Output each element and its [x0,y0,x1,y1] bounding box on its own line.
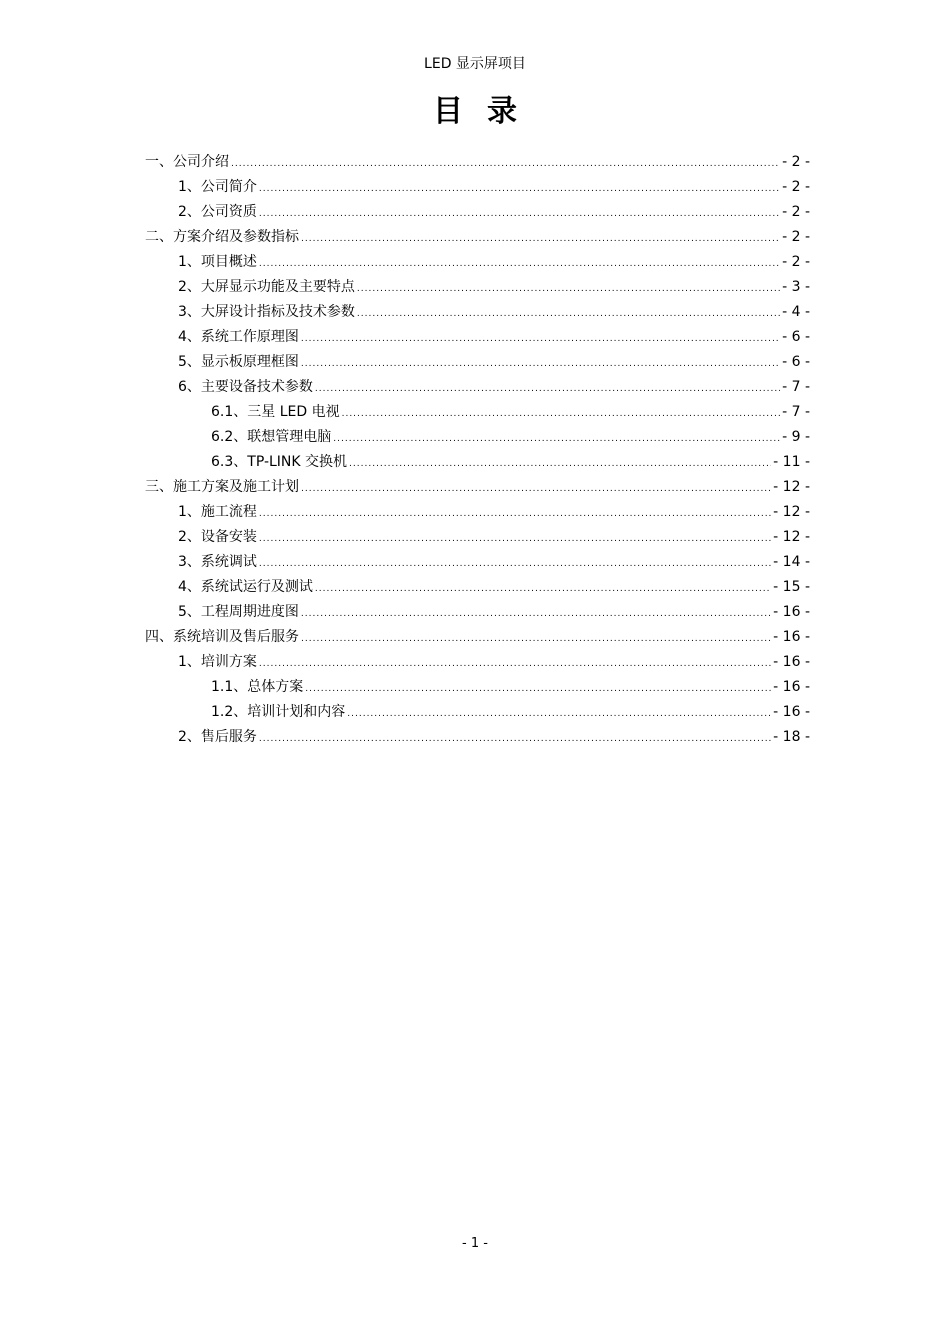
toc-entry-page: - 9 - [782,429,810,445]
toc-entry[interactable] [145,475,810,500]
toc-entry-page: - 11 - [773,454,810,470]
toc-dot-leader [301,227,780,252]
toc-entry-page: - 14 - [773,554,810,570]
toc-entry[interactable] [145,525,810,550]
toc-entry-title: 四、系统培训及售后服务 [145,629,299,645]
toc-dot-leader [259,252,780,277]
toc-dot-leader [301,352,780,377]
toc-dot-leader [231,152,780,177]
toc-dot-leader [342,402,780,427]
toc-entry[interactable] [145,650,810,675]
toc-entry-page: - 12 - [773,504,810,520]
toc-entry-page: - 15 - [773,579,810,595]
toc-entry[interactable] [145,600,810,625]
toc-entry[interactable] [145,375,810,400]
toc-entry-title: 三、施工方案及施工计划 [145,479,299,495]
toc-entry-title: 5、显示板原理框图 [178,354,299,370]
toc-entry[interactable] [145,325,810,350]
toc-entry-page: - 2 - [782,229,810,245]
toc-entry-title: 2、设备安装 [178,529,257,545]
toc-entry-title: 6.3、TP-LINK 交换机 [211,454,348,470]
toc-entry-page: - 2 - [782,179,810,195]
toc-entry[interactable] [145,175,810,200]
toc-entry-page: - 18 - [773,729,810,745]
toc-dot-leader [315,577,771,602]
page-number-footer: - 1 - [462,1236,488,1251]
toc-dot-leader [349,452,771,477]
toc-entry-page: - 16 - [773,679,810,695]
toc-entry-title: 6、主要设备技术参数 [178,379,313,395]
toc-entry-title: 4、系统工作原理图 [178,329,299,345]
toc-entry-page: - 2 - [782,204,810,220]
toc-dot-leader [357,302,780,327]
toc-entry-title: 3、系统调试 [178,554,257,570]
toc-entry-title: 4、系统试运行及测试 [178,579,313,595]
toc-entry-page: - 7 - [782,404,810,420]
toc-entry[interactable] [145,300,810,325]
toc-entry-title: 1、培训方案 [178,654,257,670]
toc-entry-title: 二、方案介绍及参数指标 [145,229,299,245]
page-header: LED 显示屏项目 [424,56,526,72]
toc-dot-leader [301,327,780,352]
toc-dot-leader [259,727,771,752]
toc-entry-page: - 6 - [782,329,810,345]
toc-entry-title: 1、公司简介 [178,179,257,195]
toc-entry[interactable] [145,350,810,375]
toc-dot-leader [357,277,780,302]
toc-entry[interactable] [145,500,810,525]
toc-entry-page: - 16 - [773,629,810,645]
toc-entry[interactable] [145,250,810,275]
toc-dot-leader [259,202,780,227]
toc-entry-page: - 6 - [782,354,810,370]
toc-dot-leader [315,377,780,402]
toc-entry[interactable] [145,700,810,725]
toc-entry[interactable] [145,675,810,700]
toc-entry[interactable] [145,200,810,225]
toc-dot-leader [259,502,771,527]
toc-entry[interactable] [145,225,810,250]
toc-entry-page: - 4 - [782,304,810,320]
toc-entry-page: - 12 - [773,479,810,495]
toc-entry-title: 3、大屏设计指标及技术参数 [178,304,355,320]
table-of-contents [145,150,810,750]
toc-entry[interactable] [145,275,810,300]
toc-dot-leader [347,702,771,727]
toc-entry-page: - 12 - [773,529,810,545]
toc-entry-title: 1.2、培训计划和内容 [211,704,346,720]
toc-entry-page: - 2 - [782,154,810,170]
toc-entry[interactable] [145,625,810,650]
toc-entry-title: 1.1、总体方案 [211,679,304,695]
toc-entry-title: 5、工程周期进度图 [178,604,299,620]
toc-entry-page: - 2 - [782,254,810,270]
toc-entry-page: - 16 - [773,604,810,620]
toc-entry-title: 6.2、联想管理电脑 [211,429,332,445]
toc-entry-page: - 3 - [782,279,810,295]
toc-entry-title: 2、售后服务 [178,729,257,745]
toc-entry-title: 2、大屏显示功能及主要特点 [178,279,355,295]
toc-entry[interactable] [145,400,810,425]
toc-entry-title: 1、施工流程 [178,504,257,520]
toc-dot-leader [301,477,771,502]
toc-dot-leader [305,677,771,702]
toc-entry[interactable] [145,150,810,175]
toc-dot-leader [301,602,771,627]
toc-entry-page: - 16 - [773,654,810,670]
toc-entry[interactable] [145,575,810,600]
toc-dot-leader [259,652,771,677]
toc-entry-title: 一、公司介绍 [145,154,229,170]
toc-entry-title: 1、项目概述 [178,254,257,270]
toc-entry-page: - 7 - [782,379,810,395]
toc-dot-leader [259,552,771,577]
toc-entry[interactable] [145,425,810,450]
toc-dot-leader [259,177,780,202]
toc-dot-leader [301,627,771,652]
toc-dot-leader [259,527,771,552]
toc-entry-title: 2、公司资质 [178,204,257,220]
toc-dot-leader [333,427,780,452]
toc-entry-title: 6.1、三星 LED 电视 [211,404,340,420]
toc-entry-page: - 16 - [773,704,810,720]
toc-entry[interactable] [145,725,810,750]
toc-entry[interactable] [145,450,810,475]
page-title: 目录 [433,94,541,129]
toc-entry[interactable] [145,550,810,575]
